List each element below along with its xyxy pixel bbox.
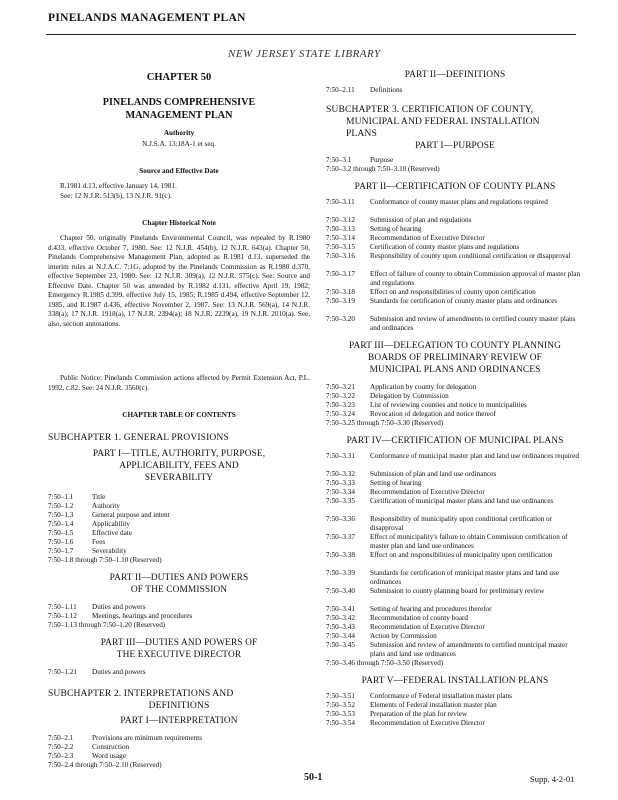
section-title: List of reviewing counties and notice to municipalities <box>370 401 527 409</box>
section-title: Setting of hearing <box>370 225 422 233</box>
section-number: 7:50–2.11 <box>326 86 355 94</box>
section-title: Submission of plan and regulations <box>370 216 472 224</box>
section-title: Effect on and responsibilities of county upon certification <box>370 288 536 296</box>
part-1-heading-line2: APPLICABILITY, FEES AND <box>119 461 239 471</box>
section-title: Revocation of delegation and notice thereof <box>370 410 496 418</box>
section-number: 7:50–1.6 <box>48 538 74 546</box>
subchapter-3-heading-line1: SUBCHAPTER 3. CERTIFICATION OF COUNTY, <box>326 104 534 115</box>
section-number: 7:50–3.19 <box>326 297 355 305</box>
library-stamp: NEW JERSEY STATE LIBRARY <box>228 48 381 60</box>
section-title: Conformance of municipal master plan and land use ordinances required <box>370 452 579 460</box>
section-title: Effect on and responsibilities of municipality upon certification <box>370 551 553 559</box>
section-title: Certification of municipal master plans and land use ordinances <box>370 497 554 505</box>
section-title: Submission of plan and land use ordinances <box>370 470 497 478</box>
section-title: Recommendation of county board <box>370 614 469 622</box>
section-title: Certification of county master plans and regulations <box>370 243 520 251</box>
reserved-range: 7:50–3.46 through 7:50–3.50 (Reserved) <box>326 659 444 667</box>
section-title: Effective date <box>92 529 132 537</box>
subchapter-3-heading-line2: MUNICIPAL AND FEDERAL INSTALLATION <box>346 116 540 127</box>
section-title: Submission to county planning board for preliminary review <box>370 587 545 595</box>
running-header: PINELANDS MANAGEMENT PLAN <box>48 12 246 24</box>
section-number: 7:50–1.11 <box>48 603 77 611</box>
section-title: Fees <box>92 538 106 546</box>
interpretation-part-heading: PART I—INTERPRETATION <box>120 716 238 726</box>
county-part-heading: PART II—CERTIFICATION OF COUNTY PLANS <box>354 182 556 192</box>
part-1-heading-line3: SEVERABILITY <box>144 473 214 483</box>
section-number: 7:50–1.5 <box>48 529 74 537</box>
section-number: 7:50–3.33 <box>326 479 355 487</box>
section-number: 7:50–3.13 <box>326 225 355 233</box>
section-number: 7:50–3.41 <box>326 605 355 613</box>
section-number: 7:50–3.38 <box>326 551 355 559</box>
section-number: 7:50–2.3 <box>48 752 74 760</box>
reserved-range: 7:50–3.25 through 7:50–3.30 (Reserved) <box>326 419 444 427</box>
supplement-date: Supp. 4-2-01 <box>530 774 575 784</box>
federal-part-heading: PART V—FEDERAL INSTALLATION PLANS <box>361 676 549 686</box>
section-number: 7:50–3.15 <box>326 243 355 251</box>
section-number: 7:50–3.43 <box>326 623 355 631</box>
public-notice: Public Notice: Pinelands Commission actions affected by Permit Extension Act, P.L. 1992, c.82. See: 24 N.J.R. 3560(c). <box>48 374 310 392</box>
section-title: Construction <box>92 743 130 751</box>
section-number: 7:50–3.22 <box>326 392 355 400</box>
section-number: 7:50–3.21 <box>326 383 355 391</box>
delegation-part-heading-line3: MUNICIPAL PLANS AND ORDINANCES <box>369 365 541 375</box>
section-title: Standards for certification of municipal master plans and land use ordinances <box>370 569 560 587</box>
subchapter-1-heading: SUBCHAPTER 1. GENERAL PROVISIONS <box>48 432 229 443</box>
chapter-number: CHAPTER 50 <box>146 72 212 83</box>
section-title: Duties and powers <box>92 668 146 676</box>
section-title: Recommendation of Executive Director <box>370 234 485 242</box>
page-number: 50-1 <box>304 772 323 783</box>
section-number: 7:50–3.14 <box>326 234 355 242</box>
chapter-title-line2: MANAGEMENT PLAN <box>125 110 233 121</box>
section-title: Conformance of county master plans and regulations required <box>370 198 548 206</box>
section-title: Definitions <box>370 86 403 94</box>
section-title: Authority <box>92 502 120 510</box>
section-number: 7:50–3.18 <box>326 288 355 296</box>
section-number: 7:50–3.17 <box>326 270 355 278</box>
section-title: Delegation by Commission <box>370 392 449 400</box>
section-title: Application by county for delegation <box>370 383 477 391</box>
definitions-part-heading: PART II—DEFINITIONS <box>404 70 506 80</box>
section-title: Severability <box>92 547 127 555</box>
section-number: 7:50–3.1 <box>326 156 352 164</box>
section-title: Submission and review of amendments to certified municipal master plans and land use ordinances <box>370 641 568 659</box>
section-number: 7:50–3.39 <box>326 569 355 577</box>
section-title: Applicability <box>92 520 130 528</box>
section-title: Provisions are minimum requirements <box>92 734 202 742</box>
source-heading: Source and Effective Date <box>139 167 219 175</box>
section-title: Word usage <box>92 752 126 760</box>
section-title: Effect of failure of county to obtain Commission approval of master plan and regulations <box>370 270 581 288</box>
history-heading: Chapter Historical Note <box>142 219 216 227</box>
subchapter-2-heading-line2: DEFINITIONS <box>148 700 210 711</box>
authority-heading: Authority <box>163 129 195 137</box>
section-number: 7:50–3.11 <box>326 198 355 206</box>
section-number: 7:50–1.1 <box>48 493 74 501</box>
section-number: 7:50–3.44 <box>326 632 355 640</box>
reserved-range: 7:50–1.13 through 7:50–1.20 (Reserved) <box>48 621 166 629</box>
section-title: Recommendation of Executive Director <box>370 623 485 631</box>
reserved-range: 7:50–2.4 through 7:50–2.10 (Reserved) <box>48 761 162 769</box>
section-title: Title <box>92 493 106 501</box>
section-number: 7:50–1.7 <box>48 547 74 555</box>
section-title: Purpose <box>370 156 394 164</box>
toc-heading: CHAPTER TABLE OF CONTENTS <box>122 411 236 419</box>
section-title: Setting of hearing and procedures therefor <box>370 605 492 613</box>
section-number: 7:50–3.53 <box>326 710 355 718</box>
section-number: 7:50–1.2 <box>48 502 74 510</box>
section-number: 7:50–2.2 <box>48 743 74 751</box>
section-number: 7:50–3.36 <box>326 515 355 523</box>
section-number: 7:50–3.23 <box>326 401 355 409</box>
part-3-heading-line2: THE EXECUTIVE DIRECTOR <box>116 650 242 660</box>
history-note: Chapter 50, originally Pinelands Environmental Council, was repealed by R.1980 d.433, effective October 7, 1980. See: 12 N.J.R. 454(b), 12 N.J.R. 643(a). Chapter 50, Pinelands Comprehensive Management Plan, adopted as R.1981 d.13, superseded the interim rules at N.J.A.C. 7:1G, adopted by the Pinelands Commission as R.1980 d.370, effective September 23, 1980. See: 12 N.J.R. 309(a), 12 N.J.R. 575(c). See: Source and Effective Date. Chapter 50 was amended by R.1982 d.131, effective April 19, 1982; Emergency R.1985 d.399, effective July 15, 1985; R.1985 d.494, effective September 12, 1985, and R.1987 d.436, effective November 2, 1987. See: 13 N.J.R. 569(a), 14 N.J.R. 338(a); 17 N.J.R. 1918(a), 17 N.J.R. 2394(a); 18 N.J.R. 2239(a), 19 N.J.R. 2010(a). See, also, section annotations. <box>48 234 310 328</box>
section-number: 7:50–3.20 <box>326 315 355 323</box>
section-number: 7:50–3.42 <box>326 614 355 622</box>
section-title: Action by Commission <box>370 632 437 640</box>
section-title: Recommendation of Executive Director <box>370 719 485 727</box>
section-number: 7:50–3.37 <box>326 533 355 541</box>
section-number: 7:50–3.31 <box>326 452 355 460</box>
section-number: 7:50–3.16 <box>326 252 355 260</box>
section-number: 7:50–1.12 <box>48 612 77 620</box>
chapter-title-line1: PINELANDS COMPREHENSIVE <box>102 97 256 108</box>
section-number: 7:50–3.45 <box>326 641 355 649</box>
section-title: Recommendation of Executive Director <box>370 488 485 496</box>
section-title: Duties and powers <box>92 603 146 611</box>
subchapter-2-heading-line1: SUBCHAPTER 2. INTERPRETATIONS AND <box>48 688 234 699</box>
source-line1: R.1981 d.13, effective January 14, 1981. <box>60 182 177 190</box>
section-title: Preparation of the plan for review <box>370 710 468 718</box>
section-number: 7:50–1.21 <box>48 668 77 676</box>
part-2-heading-line2: OF THE COMMISSION <box>130 585 228 595</box>
section-title: Responsibility of county upon conditional certification or disapproval <box>370 252 571 260</box>
section-number: 7:50–3.52 <box>326 701 355 709</box>
section-title: Submission and review of amendments to certified county master plans and ordinances <box>370 315 576 333</box>
section-title: General purpose and intent <box>92 511 170 519</box>
header-rule <box>46 34 576 35</box>
section-title: Meetings, hearings and procedures <box>92 612 193 620</box>
section-number: 7:50–3.34 <box>326 488 355 496</box>
section-title: Conformance of Federal installation master plans <box>370 692 512 700</box>
part-1-heading-line1: PART I—TITLE, AUTHORITY, PURPOSE, <box>92 449 266 459</box>
section-number: 7:50–3.35 <box>326 497 355 505</box>
section-number: 7:50–3.54 <box>326 719 355 727</box>
section-number: 7:50–2.1 <box>48 734 74 742</box>
delegation-part-heading-line2: BOARDS OF PRELIMINARY REVIEW OF <box>368 353 542 363</box>
subchapter-3-heading-line3: PLANS <box>346 128 377 139</box>
section-number: 7:50–1.4 <box>48 520 74 528</box>
source-line2: See: 12 N.J.R. 513(b), 13 N.J.R. 91(c). <box>60 192 172 200</box>
purpose-part-heading: PART I—PURPOSE <box>415 141 495 151</box>
section-number: 7:50–3.32 <box>326 470 355 478</box>
section-number: 7:50–3.24 <box>326 410 355 418</box>
section-number: 7:50–1.3 <box>48 511 74 519</box>
section-number: 7:50–3.12 <box>326 216 355 224</box>
section-title: Effect of municipality's failure to obtain Commission certification of master plan and land use ordinances <box>370 533 568 551</box>
section-title: Responsibility of municipality upon conditional certification or disapproval <box>370 515 553 533</box>
reserved-range: 7:50–1.8 through 7:50–1.10 (Reserved) <box>48 556 162 564</box>
reserved-range: 7:50–3.2 through 7:50–3.10 (Reserved) <box>326 165 440 173</box>
section-title: Standards for certification of county master plans and ordinances <box>370 297 558 305</box>
authority-text: N.J.S.A. 13:18A-1 et seq. <box>142 140 216 148</box>
delegation-part-heading-line1: PART III—DELEGATION TO COUNTY PLANNING <box>349 341 561 351</box>
section-title: Setting of hearing <box>370 479 422 487</box>
municipal-part-heading: PART IV—CERTIFICATION OF MUNICIPAL PLANS <box>346 436 564 446</box>
part-3-heading-line1: PART III—DUTIES AND POWERS OF <box>100 638 258 648</box>
section-title: Elements of Federal installation master plan <box>370 701 497 709</box>
section-number: 7:50–3.51 <box>326 692 355 700</box>
part-2-heading-line1: PART II—DUTIES AND POWERS <box>109 573 249 583</box>
section-number: 7:50–3.40 <box>326 587 355 595</box>
